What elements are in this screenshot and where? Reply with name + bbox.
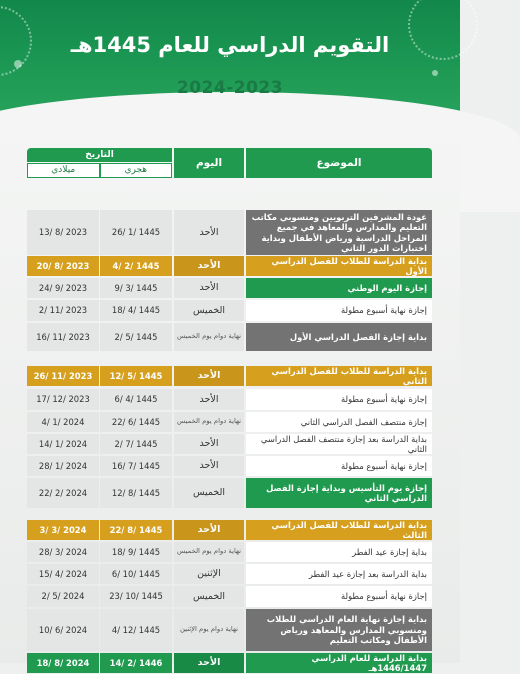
cell-day bbox=[174, 300, 244, 321]
cell-subject: إجازة منتصف الفصل الدراسي الثاني bbox=[246, 412, 432, 432]
cell-day-label: الخميس bbox=[192, 487, 226, 499]
cell-subject: إجازة نهاية أسبوع مطولة bbox=[246, 456, 432, 476]
table-row bbox=[27, 586, 432, 607]
cell-hijri-date: 26/ 1/ 1445 bbox=[100, 210, 172, 255]
cell-hijri-date: 23/ 10/ 1445 bbox=[100, 586, 172, 607]
cell-hijri-date: 2/ 7/ 1445 bbox=[100, 434, 172, 454]
cell-day-label: الأحد bbox=[199, 393, 219, 405]
cell-gregorian-date: 20/ 8/ 2023 bbox=[27, 256, 99, 276]
cell-hijri-date: 4/ 2/ 1445 bbox=[100, 256, 172, 276]
decorative-dot bbox=[432, 70, 438, 76]
cell-gregorian-date: 18/ 8/ 2024 bbox=[27, 653, 99, 673]
cell-day bbox=[174, 456, 244, 476]
cell-day bbox=[174, 434, 244, 454]
cell-hijri-date: 14/ 2/ 1446 bbox=[100, 653, 172, 673]
cell-gregorian-date: 13/ 8/ 2023 bbox=[27, 210, 99, 255]
cell-subject: بداية الدراسة للطلاب للفصل الدراسي الثالث bbox=[246, 520, 432, 540]
cell-day bbox=[174, 366, 244, 386]
cell-day bbox=[174, 323, 244, 351]
cell-subject: إجازة اليوم الوطني bbox=[246, 278, 432, 298]
cell-day bbox=[174, 609, 244, 651]
cell-day bbox=[174, 564, 244, 584]
cell-gregorian-date: 17/ 12/ 2023 bbox=[27, 389, 99, 410]
table-row bbox=[27, 653, 432, 673]
cell-day-label: الأحد bbox=[199, 438, 219, 450]
cell-gregorian-date: 16/ 11/ 2023 bbox=[27, 323, 99, 351]
table-row bbox=[27, 456, 432, 476]
header-gregorian: ميلادي bbox=[27, 163, 100, 178]
cell-gregorian-date: 2/ 5/ 2024 bbox=[27, 586, 99, 607]
cell-day bbox=[174, 256, 244, 276]
cell-day bbox=[174, 542, 244, 562]
calendar-table bbox=[27, 148, 432, 673]
page-title: التقويم الدراسي للعام 1445هـ bbox=[70, 33, 390, 57]
cell-subject: إجازة نهاية أسبوع مطولة bbox=[246, 300, 432, 321]
table-row bbox=[27, 210, 432, 255]
cell-subject: بداية الدراسة بعد إجازة منتصف الفصل الدراسي الثاني bbox=[246, 434, 432, 454]
header-day: اليوم bbox=[174, 148, 244, 178]
cell-day bbox=[174, 478, 244, 508]
cell-gregorian-date: 22/ 2/ 2024 bbox=[27, 478, 99, 508]
cell-gregorian-date: 24/ 9/ 2023 bbox=[27, 278, 99, 298]
cell-gregorian-date: 14/ 1/ 2024 bbox=[27, 434, 99, 454]
cell-day-label: الأحد bbox=[199, 282, 219, 294]
cell-day-note: نهاية دوام يوم الخميس bbox=[176, 417, 242, 426]
cell-subject: بداية الدراسة للطلاب للفصل الدراسي الثاني bbox=[246, 366, 432, 386]
page-subtitle: 2024-2023 bbox=[176, 78, 284, 98]
cell-day-label: الأحد bbox=[199, 460, 219, 472]
cell-hijri-date: 6/ 4/ 1445 bbox=[100, 389, 172, 410]
cell-subject: إجازة يوم التأسيس وبداية إجازة الفصل الدراسي الثاني bbox=[246, 478, 432, 508]
table-row bbox=[27, 412, 432, 432]
cell-hijri-date: 18/ 4/ 1445 bbox=[100, 300, 172, 321]
cell-subject: إجازة نهاية أسبوع مطولة bbox=[246, 586, 432, 607]
cell-day bbox=[174, 210, 244, 255]
cell-gregorian-date: 2/ 11/ 2023 bbox=[27, 300, 99, 321]
cell-hijri-date: 22/ 8/ 1445 bbox=[100, 520, 172, 540]
cell-subject: بداية الدراسة للطلاب للفصل الدراسي الأول bbox=[246, 256, 432, 276]
cell-day bbox=[174, 412, 244, 432]
table-row bbox=[27, 434, 432, 454]
cell-day-note: نهاية دوام يوم الخميس bbox=[176, 547, 242, 556]
cell-day bbox=[174, 278, 244, 298]
cell-gregorian-date: 15/ 4/ 2024 bbox=[27, 564, 99, 584]
cell-hijri-date: 18/ 9/ 1445 bbox=[100, 542, 172, 562]
cell-day-label: الخميس bbox=[192, 590, 226, 602]
cell-subject: بداية الدراسة بعد إجازة عيد الفطر bbox=[246, 564, 432, 584]
cell-hijri-date: 22/ 6/ 1445 bbox=[100, 412, 172, 432]
cell-subject: بداية إجازة الفصل الدراسي الأول bbox=[246, 323, 432, 351]
cell-hijri-date: 12/ 5/ 1445 bbox=[100, 366, 172, 386]
cell-hijri-date: 9/ 3/ 1445 bbox=[100, 278, 172, 298]
cell-day-label: الأحد bbox=[199, 226, 219, 238]
cell-day bbox=[174, 520, 244, 540]
header-subject: الموضوع bbox=[246, 148, 432, 178]
cell-gregorian-date: 28/ 1/ 2024 bbox=[27, 456, 99, 476]
decorative-dot bbox=[14, 60, 22, 68]
cell-hijri-date: 4/ 12/ 1445 bbox=[100, 609, 172, 651]
cell-day bbox=[174, 389, 244, 410]
cell-day-label: الخميس bbox=[192, 304, 226, 316]
cell-gregorian-date: 4/ 1/ 2024 bbox=[27, 412, 99, 432]
table-row bbox=[27, 278, 432, 298]
cell-hijri-date: 2/ 5/ 1445 bbox=[100, 323, 172, 351]
table-row bbox=[27, 366, 432, 386]
cell-subject: بداية إجازة عيد الفطر bbox=[246, 542, 432, 562]
cell-hijri-date: 6/ 10/ 1445 bbox=[100, 564, 172, 584]
cell-day-label: الأحد bbox=[197, 524, 221, 536]
cell-subject: إجازة نهاية أسبوع مطولة bbox=[246, 389, 432, 410]
table-row bbox=[27, 564, 432, 584]
header-date: التاريخ bbox=[27, 148, 172, 162]
header-date-group bbox=[27, 148, 172, 178]
cell-gregorian-date: 28/ 3/ 2024 bbox=[27, 542, 99, 562]
table-row bbox=[27, 389, 432, 410]
table-row bbox=[27, 542, 432, 562]
header-hijri: هجري bbox=[100, 163, 173, 178]
cell-day-note: نهاية دوام يوم الخميس bbox=[176, 332, 242, 341]
cell-day-note: نهاية دوام يوم الإثنين bbox=[179, 625, 239, 634]
table-header bbox=[27, 148, 432, 178]
cell-day-label: الإثنين bbox=[197, 568, 221, 580]
cell-subject: عودة المشرفين التربويين ومنسوبي مكاتب التعليم والمدارس والمعاهد في جميع المراحل الدراسية ورياض الأطفال وبداية اختبارات الدور الثاني bbox=[246, 210, 432, 255]
cell-gregorian-date: 26/ 11/ 2023 bbox=[27, 366, 99, 386]
cell-subject: بداية الدراسة للعام الدراسي 1446/1447هـ bbox=[246, 653, 432, 673]
cell-day-label: الأحد bbox=[197, 657, 221, 669]
table-row bbox=[27, 323, 432, 351]
header-date-subcols bbox=[27, 163, 172, 178]
cell-day-label: الأحد bbox=[197, 260, 221, 272]
header-banner bbox=[0, 0, 460, 122]
cell-hijri-date: 12/ 8/ 1445 bbox=[100, 478, 172, 508]
cell-day-label: الأحد bbox=[197, 370, 221, 382]
table-row bbox=[27, 520, 432, 540]
cell-gregorian-date: 3/ 3/ 2024 bbox=[27, 520, 99, 540]
cell-day bbox=[174, 586, 244, 607]
cell-hijri-date: 16/ 7/ 1445 bbox=[100, 456, 172, 476]
cell-gregorian-date: 10/ 6/ 2024 bbox=[27, 609, 99, 651]
table-row bbox=[27, 478, 432, 508]
table-row bbox=[27, 300, 432, 321]
table-row bbox=[27, 256, 432, 276]
cell-day bbox=[174, 653, 244, 673]
table-row bbox=[27, 609, 432, 651]
cell-subject: بداية إجازة نهاية العام الدراسي للطلاب ومنسوبي المدارس والمعاهد ورياض الأطفال ومكاتب التعليم bbox=[246, 609, 432, 651]
